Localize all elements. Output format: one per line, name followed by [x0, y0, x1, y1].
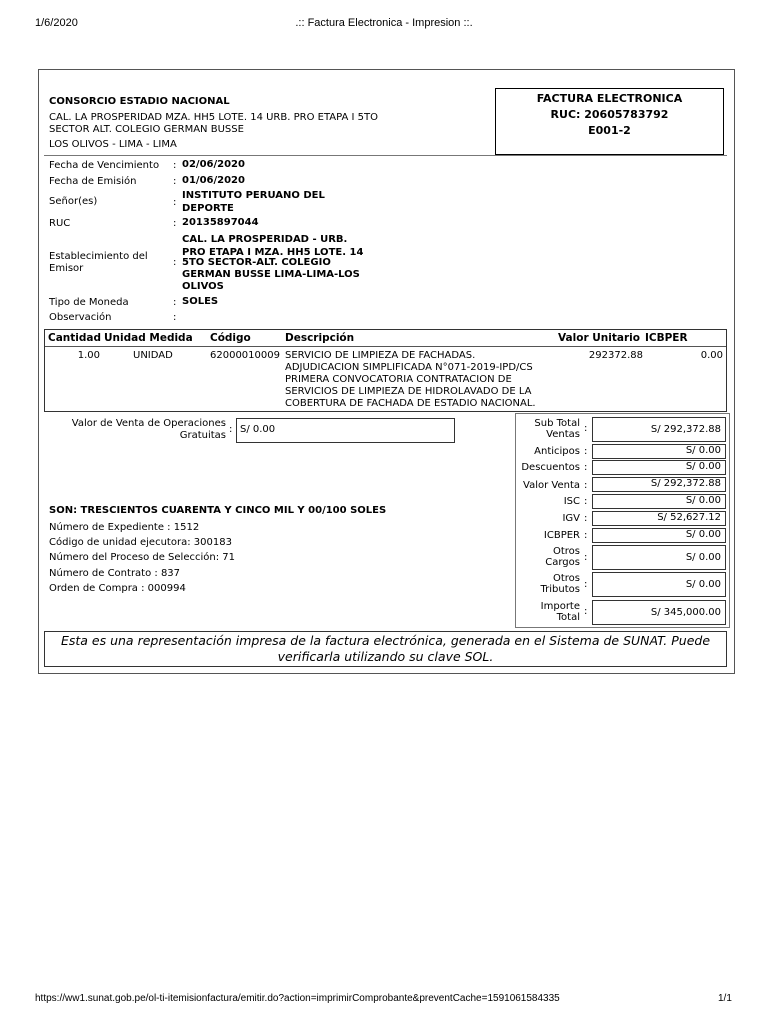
colon: : [173, 218, 177, 229]
print-url: https://ww1.sunat.gob.pe/ol-ti-itemisionfactura/emitir.do?action=imprimirComprobante&preventCache=1591061584335 [35, 993, 560, 1004]
establishment-line-2: PRO ETAPA I MZA. HH5 LOTE. 14 [182, 247, 364, 258]
ruc-label: RUC [49, 218, 71, 229]
issuer-name: CONSORCIO ESTADIO NACIONAL [49, 96, 230, 107]
purchase-order: Orden de Compra : 000994 [49, 583, 186, 594]
col-icbper-header: ICBPER [645, 332, 688, 344]
colon: : [584, 446, 588, 457]
importe-total-label-2: Total [556, 612, 580, 623]
subtotal-label-1: Sub Total [534, 418, 580, 429]
otros-tributos-label-1: Otros [552, 573, 580, 584]
row-desc-5: COBERTURA DE FACHADA DE ESTADIO NACIONAL. [285, 398, 536, 409]
row-desc-2: ADJUDICACION SIMPLIFICADA N°071-2019-IPD/CS [285, 362, 533, 373]
issue-date-label: Fecha de Emisión [49, 176, 137, 187]
client-label: Señor(es) [49, 196, 98, 207]
free-ops-label [60, 418, 226, 442]
isc-value: S/ 0.00 [592, 494, 726, 509]
table-header-divider [45, 346, 726, 347]
due-date-value: 02/06/2020 [182, 159, 245, 170]
colon: : [584, 513, 588, 524]
igv-label: IGV [562, 513, 580, 524]
free-ops-label-1: Valor de Venta de Operaciones [71, 418, 226, 429]
descuentos-label: Descuentos [521, 462, 580, 473]
colon: : [584, 552, 588, 563]
issuer-address-2: SECTOR ALT. COLEGIO GERMAN BUSSE [49, 124, 244, 135]
client-name-2: DEPORTE [182, 203, 234, 214]
icbper-total-label: ICBPER [543, 530, 580, 541]
otros-tributos-value: S/ 0.00 [592, 572, 726, 597]
otros-cargos-label [515, 546, 580, 568]
client-name-1: INSTITUTO PERUANO DEL [182, 190, 325, 201]
executing-unit-code: Código de unidad ejecutora: 300183 [49, 537, 232, 548]
issuer-address-3: LOS OLIVOS - LIMA - LIMA [49, 139, 177, 150]
currency-label: Tipo de Moneda [49, 297, 129, 308]
row-code: 62000010009 [210, 350, 280, 361]
importe-total-label [515, 601, 580, 623]
observation-label: Observación [49, 312, 112, 323]
client-ruc: 20135897044 [182, 217, 259, 228]
importe-total-label-1: Importe [540, 601, 580, 612]
establishment-label-2: Emisor [49, 263, 84, 274]
electronic-invoice-note [44, 631, 727, 667]
colon: : [584, 606, 588, 617]
anticipos-value: S/ 0.00 [592, 444, 726, 459]
col-unit-header: Unidad Medida [104, 332, 193, 344]
igv-value: S/ 52,627.12 [592, 511, 726, 526]
col-desc-header: Descripción [285, 332, 355, 344]
free-ops-value: S/ 0.00 [236, 418, 455, 443]
colon: : [584, 462, 588, 473]
otros-cargos-label-1: Otros [552, 546, 580, 557]
colon: : [229, 424, 233, 435]
amount-in-words: SON: TRESCIENTOS CUARENTA Y CINCO MIL Y 00/100 SOLES [49, 505, 387, 516]
issue-date-value: 01/06/2020 [182, 175, 245, 186]
colon: : [173, 160, 177, 171]
row-desc-3: PRIMERA CONVOCATORIA CONTRATACION DE [285, 374, 512, 385]
col-code-header: Código [210, 332, 251, 344]
colon: : [173, 312, 177, 323]
establishment-line-3: 5TO SECTOR-ALT. COLEGIO [182, 257, 331, 268]
row-desc-4: SERVICIOS DE LIMPIEZA DE HIDROLAVADO DE LA [285, 386, 532, 397]
establishment-line-4: GERMAN BUSSE LIMA-LIMA-LOS [182, 269, 360, 280]
selection-process-number: Número del Proceso de Selección: 71 [49, 552, 235, 563]
colon: : [584, 530, 588, 541]
otros-tributos-label [515, 573, 580, 595]
row-unit: UNIDAD [133, 350, 173, 361]
col-qty-header: Cantidad [48, 332, 102, 344]
otros-cargos-label-2: Cargos [545, 557, 580, 568]
colon: : [584, 480, 588, 491]
valor-venta-value: S/ 292,372.88 [592, 477, 726, 492]
due-date-label: Fecha de Vencimiento [49, 160, 160, 171]
colon: : [173, 176, 177, 187]
subtotal-label-2: Ventas [546, 429, 580, 440]
valor-venta-label: Valor Venta [523, 480, 580, 491]
note-line-1: Esta es una representación impresa de la factura electrónica, generada en el Sistema de SUNAT. Puede [60, 633, 711, 648]
descuentos-value: S/ 0.00 [592, 460, 726, 475]
otros-cargos-value: S/ 0.00 [592, 545, 726, 570]
colon: : [584, 579, 588, 590]
colon: : [173, 197, 177, 208]
colon: : [173, 297, 177, 308]
contract-number: Número de Contrato : 837 [49, 568, 181, 579]
invoice-id-box [495, 88, 724, 155]
issuer-address-1: CAL. LA PROSPERIDAD MZA. HH5 LOTE. 14 URB. PRO ETAPA I 5TO [49, 112, 378, 123]
row-qty: 1.00 [77, 350, 100, 361]
invoice-number: E001-2 [588, 124, 631, 137]
otros-tributos-label-2: Tributos [540, 584, 580, 595]
expediente-number: Número de Expediente : 1512 [49, 522, 200, 533]
establishment-line-1: CAL. LA PROSPERIDAD - URB. [182, 234, 348, 245]
subtotal-label [515, 418, 580, 440]
row-unit-value: 292372.88 [588, 350, 643, 361]
colon: : [173, 257, 177, 268]
row-desc-1: SERVICIO DE LIMPIEZA DE FACHADAS. [285, 350, 476, 361]
invoice-ruc: RUC: 20605783792 [550, 108, 669, 121]
establishment-label-1: Establecimiento del [49, 251, 148, 262]
anticipos-label: Anticipos [534, 446, 580, 457]
note-line-2: verificarla utilizando su clave SOL. [277, 649, 494, 664]
invoice-type: FACTURA ELECTRONICA [536, 92, 683, 105]
establishment-line-5: OLIVOS [182, 281, 224, 292]
print-date: 1/6/2020 [35, 17, 78, 29]
col-unit-value-header: Valor Unitario [558, 332, 640, 344]
currency-value: SOLES [182, 296, 219, 307]
free-ops-label-2: Gratuitas [179, 430, 226, 441]
isc-label: ISC [563, 496, 580, 507]
print-page-number: 1/1 [718, 993, 732, 1004]
row-icbper: 0.00 [700, 350, 723, 361]
items-table [44, 329, 727, 412]
subtotal-value: S/ 292,372.88 [592, 417, 726, 442]
importe-total-value: S/ 345,000.00 [592, 600, 726, 625]
icbper-total-value: S/ 0.00 [592, 528, 726, 543]
colon: : [584, 496, 588, 507]
colon: : [584, 423, 588, 434]
print-title: .:: Factura Electronica - Impresion ::. [295, 17, 473, 29]
header-divider [44, 155, 727, 156]
